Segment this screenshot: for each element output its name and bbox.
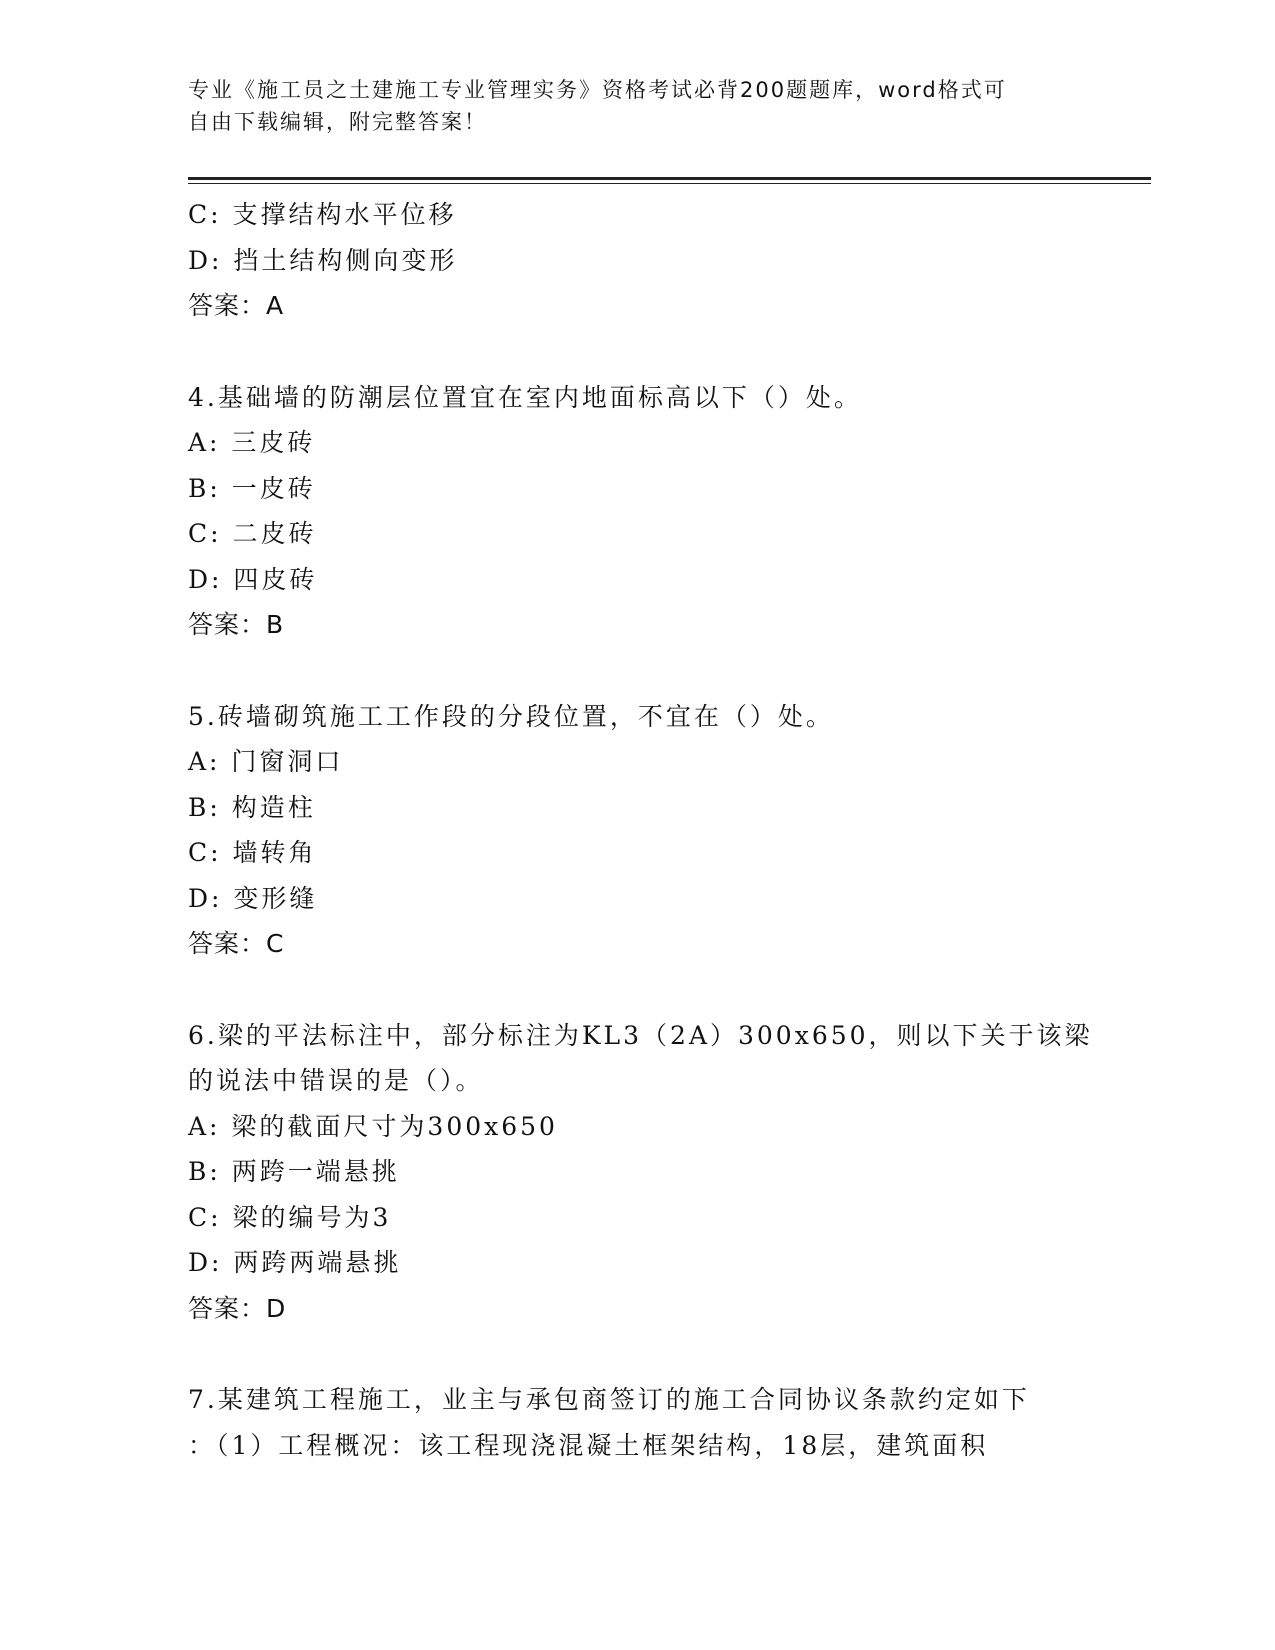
option-d: D: 两跨两端悬挑 bbox=[188, 1248, 402, 1277]
answer-label: 答案：B bbox=[188, 610, 285, 639]
option-d: D: 四皮砖 bbox=[188, 564, 318, 594]
option-b: B: 两跨一端悬挑 bbox=[188, 1157, 400, 1186]
question-block-4 bbox=[188, 375, 1088, 648]
answer-label: 答案：C bbox=[188, 929, 285, 958]
option-d: D: 挡土结构侧向变形 bbox=[188, 245, 458, 275]
question-block-3 bbox=[188, 192, 1088, 329]
question-list bbox=[188, 192, 1093, 1468]
question-block-5 bbox=[188, 694, 1088, 967]
header-line-1: 专业《施工员之土建施工专业管理实务》资格考试必背200题题库，word格式可 bbox=[188, 78, 1007, 102]
option-c: C: 二皮砖 bbox=[188, 519, 317, 548]
question-block-6 bbox=[188, 1013, 1093, 1332]
spacer bbox=[188, 1331, 1088, 1377]
spacer bbox=[188, 648, 1088, 694]
option-c: C: 支撑结构水平位移 bbox=[188, 200, 457, 229]
option-a: A: 梁的截面尺寸为300x650 bbox=[188, 1111, 558, 1141]
spacer bbox=[188, 329, 1088, 375]
option-b: B: 构造柱 bbox=[188, 792, 316, 822]
header-divider-thin bbox=[188, 183, 1151, 184]
header-line-2: 自由下载编辑，附完整答案！ bbox=[188, 110, 487, 134]
question-stem-line-1: 6.梁的平法标注中，部分标注为KL3（2A）300x650，则以下关于该梁 bbox=[188, 1020, 1093, 1050]
question-stem: 4.基础墙的防潮层位置宜在室内地面标高以下（）处。 bbox=[188, 382, 862, 412]
option-c: C: 墙转角 bbox=[188, 838, 317, 867]
question-stem-line-2: ：（1）工程概况：该工程现浇混凝土框架结构，18层，建筑面积 bbox=[188, 1430, 989, 1460]
option-c: C: 梁的编号为3 bbox=[188, 1202, 392, 1232]
spacer bbox=[188, 967, 1088, 1013]
question-stem: 5.砖墙砌筑施工工作段的分段位置，不宜在（）处。 bbox=[188, 701, 834, 731]
option-d: D: 变形缝 bbox=[188, 883, 318, 913]
header-divider-thick bbox=[188, 177, 1151, 180]
question-block-7 bbox=[188, 1377, 1088, 1468]
option-b: B: 一皮砖 bbox=[188, 473, 316, 503]
option-a: A: 门窗洞口 bbox=[188, 747, 344, 776]
question-stem-line-1: 7.某建筑工程施工，业主与承包商签订的施工合同协议条款约定如下 bbox=[188, 1385, 1030, 1414]
answer-label: 答案：D bbox=[188, 1293, 287, 1323]
document-header bbox=[188, 74, 1088, 138]
answer-label: 答案：A bbox=[188, 291, 285, 320]
question-stem-line-2: 的说法中错误的是（）。 bbox=[188, 1066, 484, 1095]
option-a: A: 三皮砖 bbox=[188, 428, 316, 457]
